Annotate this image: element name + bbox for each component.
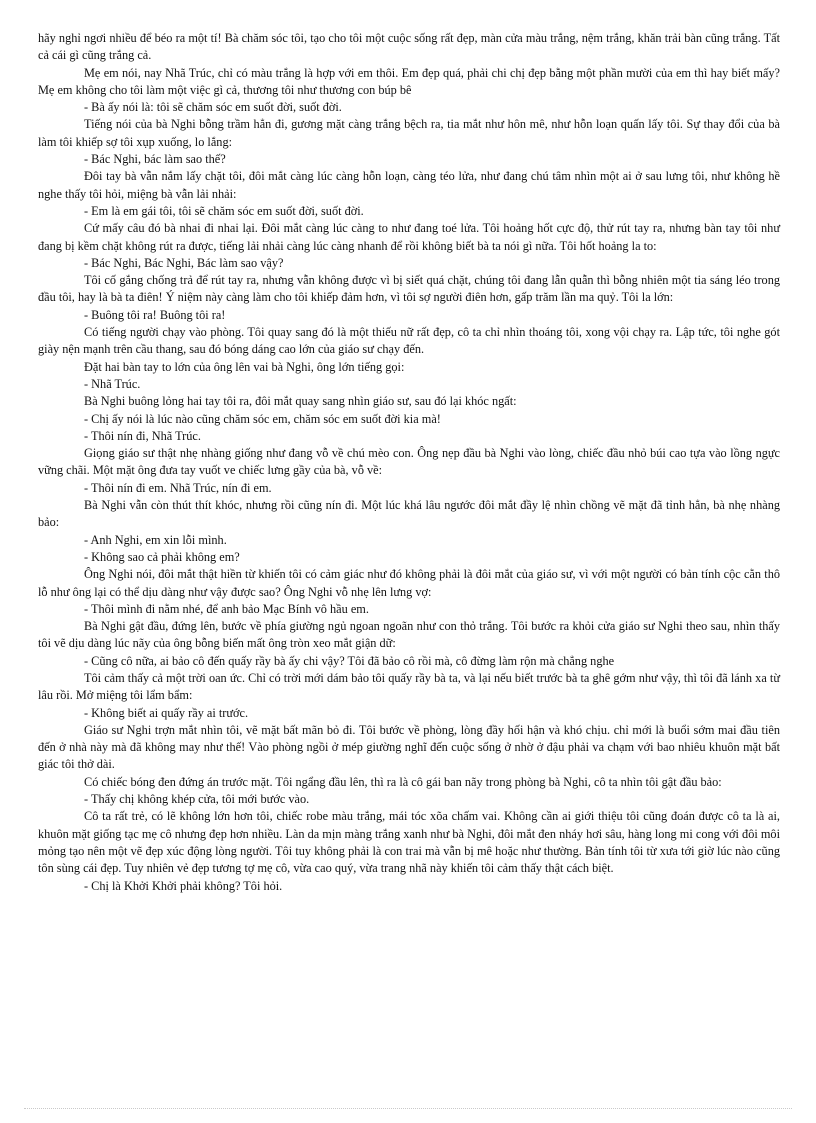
paragraph: - Không biết ai quấy rầy ai trước. [84,705,249,720]
paragraph: Cứ mấy câu đó bà nhai đi nhai lại. Đôi mắt càng lúc càng to như đang toé lửa. Tôi hoảng hốt cực độ, thử rút tay ra, nhưng bàn tay tôi như đang bị kềm chặt không rút ra được, tiếng lải nhải càng lúc càng nhanh để rồi không biết bà ta nói gì nữa. Tôi hốt hoảng la to: [38,221,780,253]
paragraph: hãy nghỉ ngơi nhiều để béo ra một tí! Bà chăm sóc tôi, tạo cho tôi một cuộc sống rất đẹp, màn cửa màu trắng, nệm trắng, khăn trải bàn cũng trắng. Tất cả cái gì cũng trắng cả. [38,31,780,63]
paragraph: Có chiếc bóng đen đứng án trước mặt. Tôi ngẩng đầu lên, thì ra là cô gái ban nãy trong phòng bà Nghi, cô ta nhìn tôi gật đầu bảo: [84,774,722,789]
document-page [38,30,780,895]
paragraph: Ông Nghi nói, đôi mắt thật hiền từ khiến tôi có cảm giác như đó không phải là đôi mắt của giáo sư, vì với một người có bản tính cộc cằn thô lỗ như ông lại có thể dịu dàng như vậy được sao? Ông Nghi vỗ nhẹ lên lưng vợ: [38,567,780,599]
paragraph: - Thôi mình đi nằm nhé, để anh bảo Mạc Bính vô hầu em. [84,601,369,616]
paragraph: Đôi tay bà vẫn nắm lấy chặt tôi, đôi mắt càng lúc càng hỗn loạn, càng téo lửa, như đang chú tâm nhìn một ai ở sau lưng tôi, như không hề nghe thấy tôi hỏi, miệng bà vẫn lải nhải: [38,169,780,201]
paragraph: Cô ta rất trẻ, có lẽ không lớn hơn tôi, chiếc robe màu trắng, mái tóc xõa chấm vai. Không cần ai giới thiệu tôi cũng đoán được cô ta là ai, khuôn mặt giống tạc mẹ cô nhưng đẹp hơn nhiều. Làn da mịn màng trắng xanh như bà Nghi, đôi mắt đen nháy hơi sâu, hàng long mi cong với đôi môi mỏng tạo nên một vẽ đẹp xúc động lòng người. Tôi tuy không phải là con trai mà vẫn bị mê hoặc như thường. Bản tính tôi từ xưa tới giờ lúc nào cũng tôn sùng cái đẹp. Tuy nhiên vẻ đẹp tương tợ mẹ cô, vừa cao quý, vừa trang nhã này khiến tôi cảm thấy thật cách biệt. [38,809,780,876]
paragraph: - Bà ấy nói là: tôi sẽ chăm sóc em suốt đời, suốt đời. [84,100,342,115]
paragraph: - Chị là Khởi Khởi phải không? Tôi hỏi. [84,878,283,893]
paragraph: - Thôi nín đi em. Nhã Trúc, nín đi em. [84,480,272,495]
paragraph: - Em là em gái tôi, tôi sẽ chăm sóc em suốt đời, suốt đời. [84,203,364,218]
paragraph: Bà Nghi gật đầu, đứng lên, bước về phía giường ngủ ngoan ngoãn như con thỏ trắng. Tôi bước ra khỏi cửa giáo sư Nghi theo sau, nhìn thấy tôi vẽ dịu dàng lúc nãy của ông bỗng biến mất ông tròn xeo mắt giận dữ: [38,619,780,651]
paragraph: Giọng giáo sư thật nhẹ nhàng giống như đang vỗ về chú mèo con. Ông nẹp đầu bà Nghi vào lòng, chiếc đầu nhỏ búi cao tựa vào lồng ngực vững chãi. Một mặt ông đưa tay vuốt ve chiếc lưng gầy của bà, vỗ về: [38,446,780,478]
paragraph: Tôi cảm thấy cả một trời oan ức. Chỉ có trời mới dám bảo tôi quấy rầy bà ta, và lại nếu biết trước bà ta ghê gớm như vậy, thì tôi đã lánh xa từ lâu rồi. Mở miệng tôi lẩm bẩm: [38,670,780,703]
paragraph: Giáo sư Nghi trợn mắt nhìn tôi, vẽ mặt bất mãn bỏ đi. Tôi bước về phòng, lòng đầy hối hận và khó chịu. chỉ mới là buổi sớm mai đầu tiên đến ở nhà này mà đã không may như thế! Vào phòng ngồi ở mép giường nghĩ đến cuộc sống ở nhờ ở đậu phải va chạm với bao nhiêu khuôn mặt bất giác tôi thở dài. [38,722,780,772]
page-bottom-divider [24,1108,792,1109]
paragraph: - Không sao cả phải không em? [84,549,240,564]
paragraph: Tôi cố gắng chống trả để rút tay ra, nhưng vẫn không được vì bị siết quá chặt, chúng tôi đang lẫn quẫn thì bỗng nhiên một tia sáng léo trong đầu tôi, hay là bà ta điên! Ý niệm này càng làm cho tôi khiếp đảm hơn, vì tôi sợ người điên hơn, gấp trăm lần ma quỷ. Tôi la lớn: [38,273,780,305]
paragraph: Đặt hai bàn tay to lớn của ông lên vai bà Nghi, ông lớn tiếng gọi: [84,359,405,374]
paragraph: - Anh Nghi, em xin lỗi mình. [84,532,227,547]
paragraph: - Cũng cô nữa, ai bảo cô đến quấy rầy bà ấy chi vậy? Tôi đã bảo cô rồi mà, cô đừng làm rộn mà chẳng nghe [84,653,615,668]
paragraph: - Nhã Trúc. [84,376,141,391]
paragraph: Mẹ em nói, nay Nhã Trúc, chỉ có màu trắng là hợp với em thôi. Em đẹp quá, phải chi chị đẹp bằng một phần mười của em thì hay biết mấy? Mẹ em không cho tôi làm một việc gì cả, thương tôi như thương con búp bê [38,65,780,97]
paragraph: - Bác Nghi, bác làm sao thế? [84,152,226,167]
paragraph: Có tiếng người chạy vào phòng. Tôi quay sang đó là một thiếu nữ rất đẹp, cô ta chỉ nhìn thoáng tôi, xong vội chạy ra. Lập tức, tôi nghe gót giày nện mạnh trên cầu thang, sau đó bóng dáng cao lớn của giáo sư chạy đến. [38,325,780,357]
paragraph: Bà Nghi vẫn còn thút thít khóc, nhưng rồi cũng nín đi. Một lúc khá lâu ngước đôi mắt đầy lệ nhìn chồng vẽ mặt đã tỉnh hẳn, bà nhẹ nhàng bảo: [38,498,780,530]
paragraph: - Thấy chị không khép cửa, tôi mới bước vào. [84,792,310,807]
paragraph: - Thôi nín đi, Nhã Trúc. [84,428,201,443]
paragraph: - Bác Nghi, Bác Nghi, Bác làm sao vậy? [84,255,284,270]
paragraph: - Buông tôi ra! Buông tôi ra! [84,307,226,322]
paragraph: - Chị ấy nói là lúc nào cũng chăm sóc em, chăm sóc em suốt đời kia mà! [84,411,441,426]
paragraph: Bà Nghi buông lỏng hai tay tôi ra, đôi mắt quay sang nhìn giáo sư, sau đó lại khóc ngất: [84,394,517,409]
paragraph: Tiếng nói của bà Nghi bỗng trầm hẳn đi, gương mặt càng trắng bệch ra, tia mắt như hôn mê, như hỗn loạn quấn lấy tôi. Sự thay đổi của bà làm tôi khiếp sợ tôi xụp xuống, lo lắng: [38,117,780,149]
